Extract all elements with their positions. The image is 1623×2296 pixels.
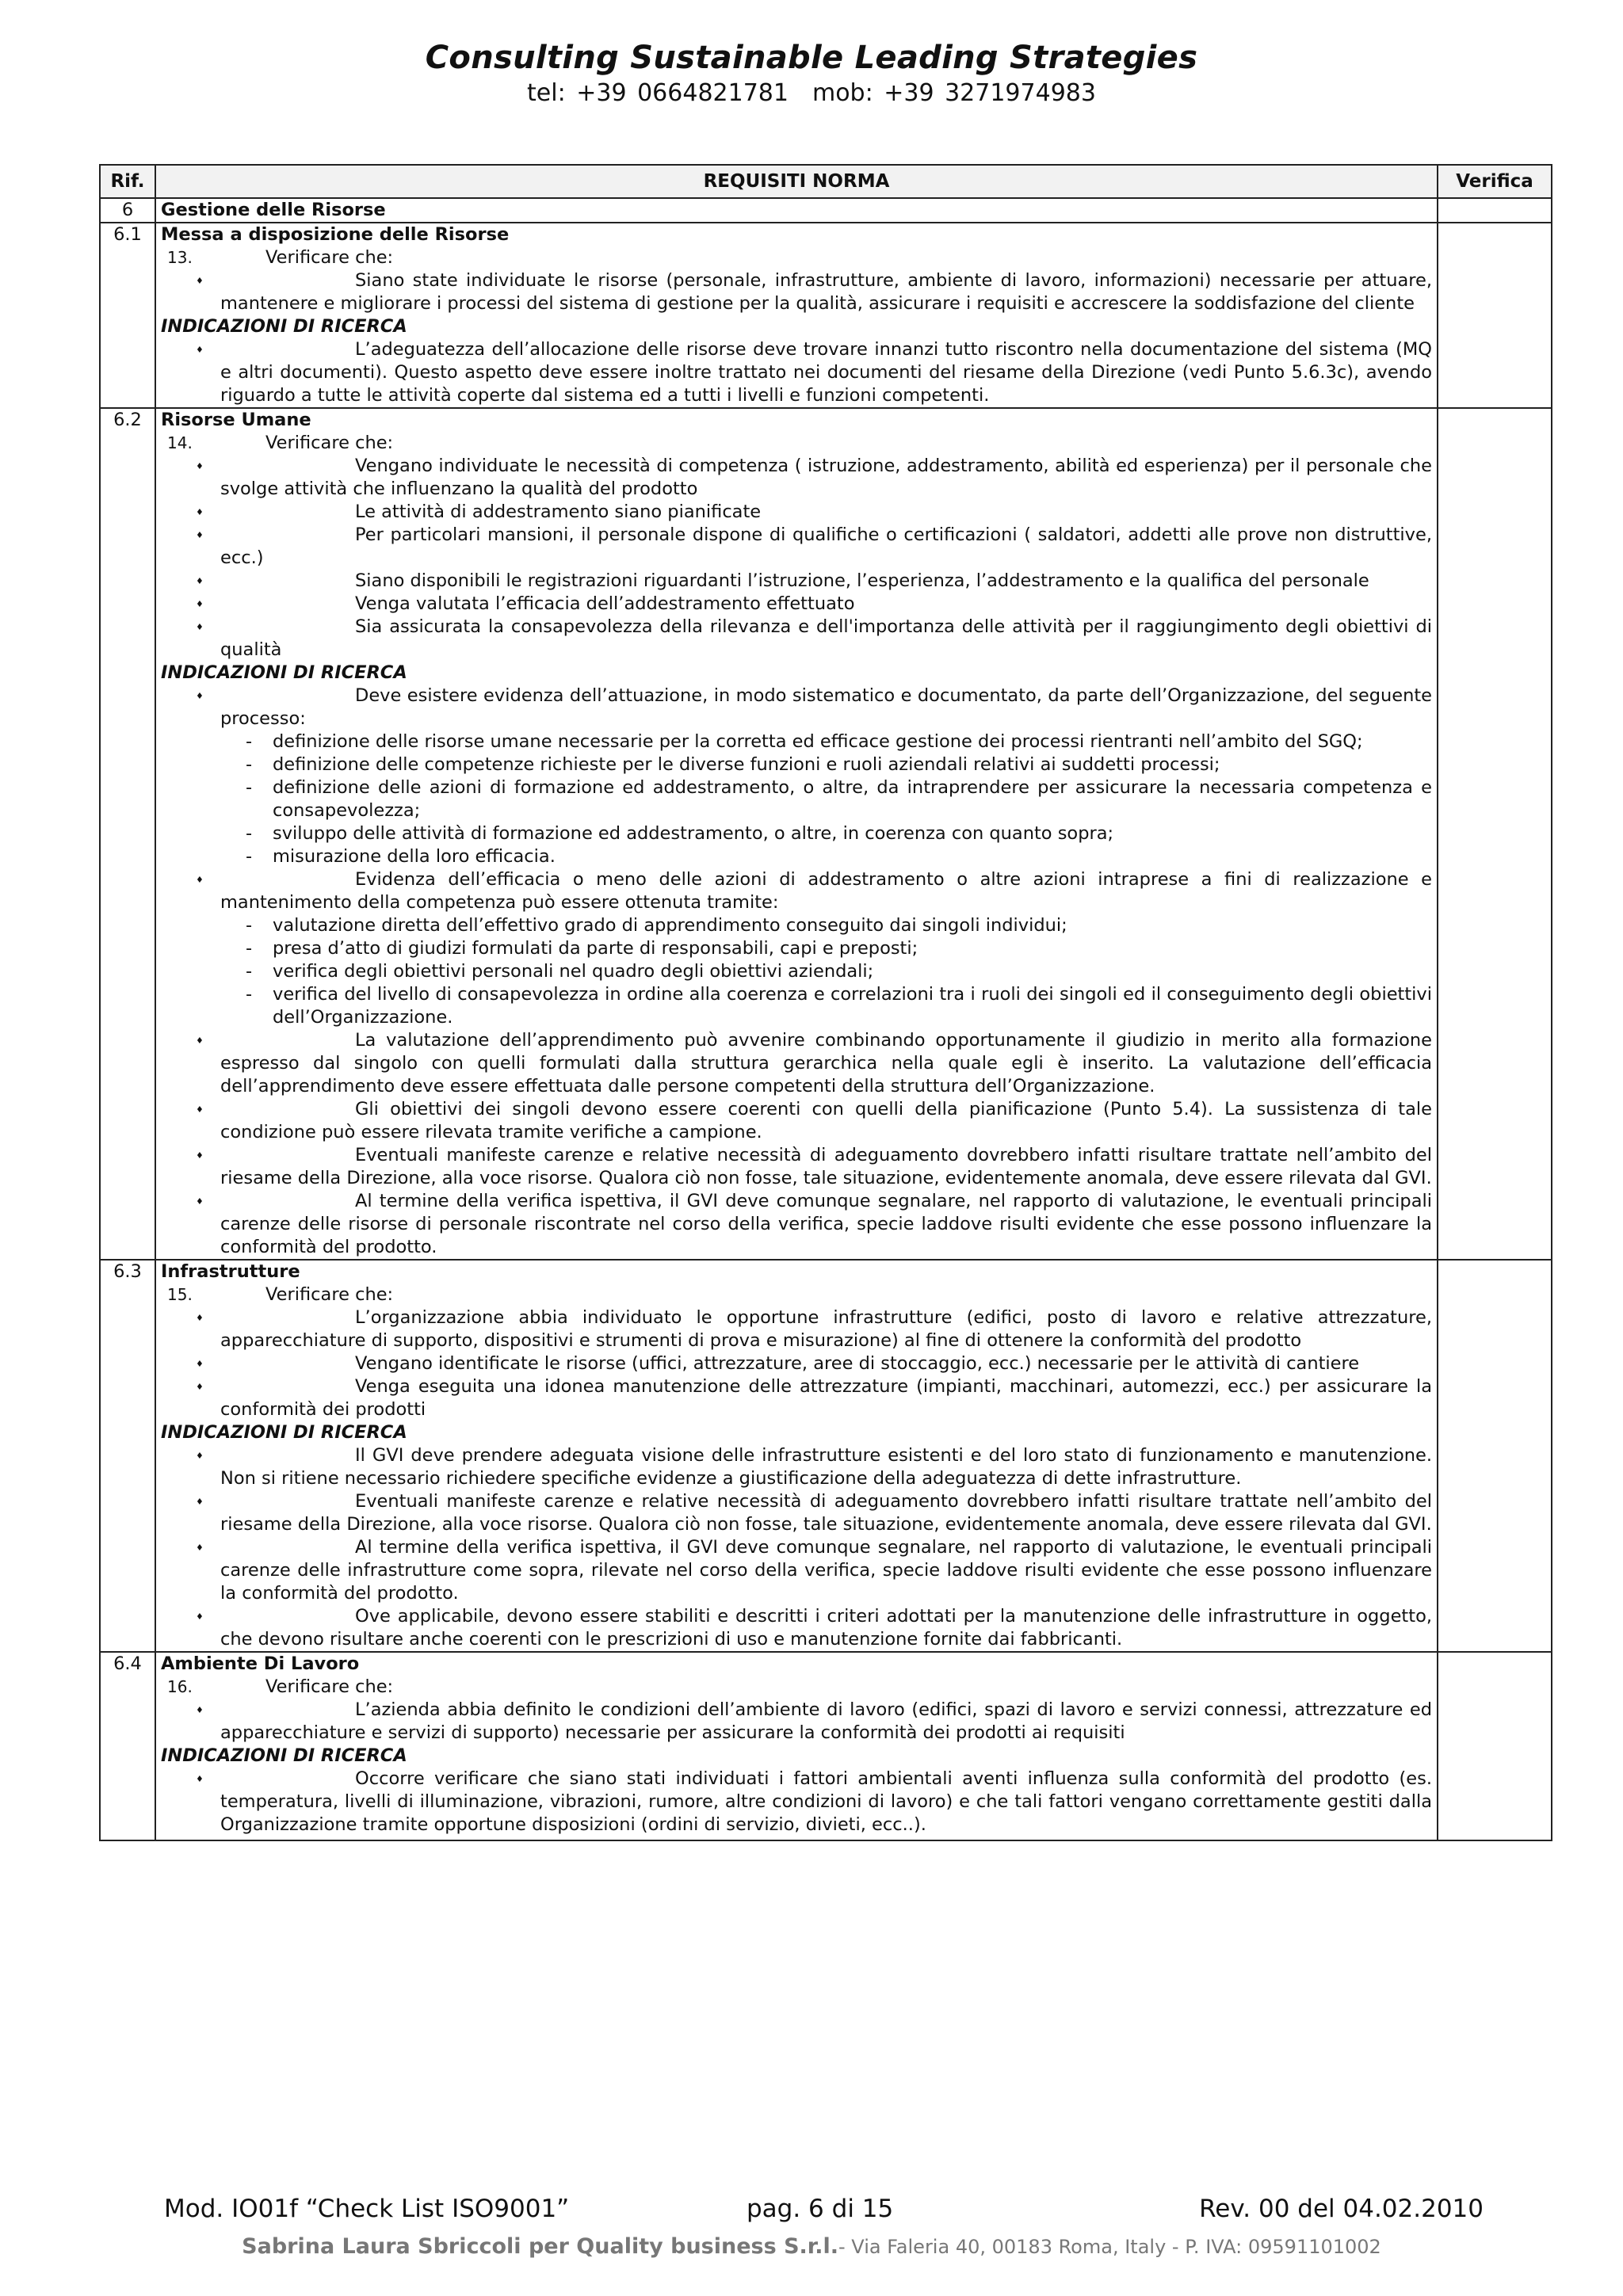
verification-cell — [1438, 223, 1552, 408]
section-title: Gestione delle Risorse — [161, 200, 386, 220]
verification-cell — [1438, 408, 1552, 1260]
telephone: tel: +39 0664821781 — [527, 79, 789, 107]
requirement-number: 16. — [167, 1677, 193, 1696]
table-row — [100, 1260, 1552, 1652]
revision: Rev. 00 del 04.02.2010 — [1199, 2195, 1484, 2223]
footer-address: - Via Faleria 40, 00183 Roma, Italy - P. IVA: 09591101002 — [838, 2236, 1381, 2258]
verification-cell — [1438, 1260, 1552, 1652]
list-item: ♦ Gli obiettivi dei singoli devono essere coerenti con quelli della pianificazione (Punto 5.4). La sussistenza di tale condizione può essere rilevata tramite verifiche a campione. — [161, 1098, 1432, 1144]
table-header-row — [100, 165, 1552, 198]
requirement-cell — [155, 1652, 1438, 1840]
list-item: ♦ Ove applicabile, devono essere stabiliti e descritti i criteri adottati per la manutenzione delle infrastrutture in oggetto, che devono risultare anche coerenti con le prescrizioni di uso e manutenzione fornite dai fabbricanti. — [161, 1605, 1432, 1651]
requirement-cell — [155, 408, 1438, 1260]
list-item: ♦ Siano disponibili le registrazioni riguardanti l’istruzione, l’esperienza, l’addestramento e la qualifica del personale — [161, 570, 1432, 593]
row-ref: 6.3 — [100, 1260, 155, 1652]
table-row — [100, 1652, 1552, 1840]
list-item: ♦ Al termine della verifica ispettiva, il GVI deve comunque segnalare, nel rapporto di valutazione, le eventuali principali carenze delle risorse di personale riscontrate nel corso della verifica, specie laddove risulti evidente che esse possono influenzare la conformità del prodotto. — [161, 1190, 1432, 1259]
row-ref: 6.2 — [100, 408, 155, 1260]
sub-list-item: - presa d’atto di giudizi formulati da parte di responsabili, capi e preposti; — [244, 937, 1432, 960]
company-name: Consulting Sustainable Leading Strategies — [425, 40, 1198, 76]
list-item: ♦ Vengano individuate le necessità di competenza ( istruzione, addestramento, abilità ed esperienza) per il personale che svolge attività che influenzano la qualità del prodotto — [161, 455, 1432, 501]
sub-list-item: - valutazione diretta dell’effettivo grado di apprendimento conseguito dai singoli individui; — [244, 914, 1432, 937]
requirement-number: 13. — [167, 248, 193, 267]
list-item: ♦ Al termine della verifica ispettiva, il GVI deve comunque segnalare, nel rapporto di valutazione, le eventuali principali carenze delle infrastrutture come sopra, rilevate nel corso della verifica, specie laddove risulti evidente che esse possono influenzare la conformità del prodotto. — [161, 1536, 1432, 1605]
verification-cell — [1438, 198, 1552, 223]
section-row — [100, 198, 1552, 223]
list-item: ♦ Eventuali manifeste carenze e relative necessità di adeguamento dovrebbero infatti risultare trattate nell’ambito del riesame della Direzione, alla voce risorse. Qualora ciò non fosse, tale situazione, evidentemente anomala, deve essere rilevata dal GVI. — [161, 1144, 1432, 1190]
verify-line: 14. Verificare che: — [167, 433, 394, 453]
list-item: ♦ L’adeguatezza dell’allocazione delle risorse deve trovare innanzi tutto riscontro nella documentazione del sistema (MQ e altri documenti). Questo aspetto deve essere inoltre trattato nei documenti del riesame della Direzione (vedi Punto 5.6.3c), avendo riguardo a tutte le attività coperte dal sistema ed a tutti i livelli e funzioni competenti. — [161, 338, 1432, 407]
list-item: ♦ Eventuali manifeste carenze e relative necessità di adeguamento dovrebbero infatti risultare trattate nell’ambito del riesame della Direzione, alla voce risorse. Qualora ciò non fosse, tale situazione, evidentemente anomala, deve essere rilevata dal GVI. — [161, 1490, 1432, 1536]
list-item: ♦ Evidenza dell’efficacia o meno delle azioni di addestramento o altre azioni intraprese a fini di realizzazione e mantenimento della competenza può essere ottenuta tramite: - valutazione diretta dell’effettivo grado di apprendimento conseguito dai singoli individui; - presa d’atto di giudizi formulati da parte di responsabili, capi e preposti; - verifica degli obiettivi personali nel quadro degli obiettivi aziendali; - verifica del livello di consapevolezza in ordine alla coerenza e correlazioni tra i ruoli dei singoli ed il conseguimento degli obiettivi dell’Organizzazione. — [161, 868, 1432, 1029]
list-item: ♦ L’azienda abbia definito le condizioni dell’ambiente di lavoro (edifici, spazi di lavoro e servizi connessi, attrezzature ed apparecchiature e servizi di supporto) necessarie per assicurare la conformità dei prodotti ai requisiti — [161, 1699, 1432, 1745]
contact-line — [0, 79, 1623, 107]
table-row — [100, 223, 1552, 408]
requirement-title: Infrastrutture — [161, 1261, 300, 1282]
sub-list-item: - verifica del livello di consapevolezza in ordine alla coerenza e correlazioni tra i ruoli dei singoli ed il conseguimento degli obiettivi dell’Organizzazione. — [244, 983, 1432, 1029]
header-ref: Rif. — [100, 165, 155, 198]
verify-line: 16. Verificare che: — [167, 1676, 394, 1697]
list-item: ♦ Sia assicurata la consapevolezza della rilevanza e dell'importanza delle attività per il raggiungimento degli obiettivi di qualità — [161, 616, 1432, 662]
list-item: ♦ Occorre verificare che siano stati individuati i fattori ambientali aventi influenza sulla conformità del prodotto (es. temperatura, livelli di illuminazione, vibrazioni, rumore, altre condizioni di lavoro) e che tali fattori vengano correttamente gestiti dalla Organizzazione tramite opportune disposizioni (ordini di servizio, divieti, ecc..). — [161, 1768, 1432, 1836]
verify-line: 13. Verificare che: — [167, 247, 394, 268]
sub-list-item: - definizione delle azioni di formazione ed addestramento, o altre, da intraprendere per assicurare la necessaria competenza e consapevolezza; — [244, 776, 1432, 822]
list-item: ♦ Vengano identificate le risorse (uffici, attrezzature, aree di stoccaggio, ecc.) necessarie per le attività di cantiere — [161, 1352, 1432, 1375]
row-ref: 6.4 — [100, 1652, 155, 1840]
research-label: INDICAZIONI DI RICERCA — [161, 1745, 407, 1766]
page-number: pag. 6 di 15 — [747, 2195, 894, 2223]
footer-company: Sabrina Laura Sbriccoli per Quality business S.r.l. — [242, 2234, 839, 2259]
list-item: ♦ Per particolari mansioni, il personale dispone di qualifiche o certificazioni ( saldatori, addetti alle prove non distruttive, ecc.) — [161, 524, 1432, 570]
sub-list — [220, 914, 1432, 1029]
header-requirements: REQUISITI NORMA — [155, 165, 1438, 198]
row-ref: 6.1 — [100, 223, 155, 408]
requirement-cell — [155, 223, 1438, 408]
table-row — [100, 408, 1552, 1260]
list-item: ♦ Venga eseguita una idonea manutenzione delle attrezzature (impianti, macchinari, automezzi, ecc.) per assicurare la conformità dei prodotti — [161, 1375, 1432, 1421]
header-verification: Verifica — [1438, 165, 1552, 198]
section-ref: 6 — [100, 198, 155, 223]
list-item: ♦ L’organizzazione abbia individuato le opportune infrastrutture (edifici, posto di lavoro e relative attrezzature, apparecchiature di supporto, dispositivi e strumenti di prova e misurazione) al fine di ottenere la conformità del prodotto — [161, 1306, 1432, 1352]
list-item: ♦ Deve esistere evidenza dell’attuazione, in modo sistematico e documentato, da parte dell’Organizzazione, del seguente processo: - definizione delle risorse umane necessarie per la corretta ed efficace gestione dei processi rientranti nell’ambito del SGQ; - definizione delle competenze richieste per le diverse funzioni e ruoli aziendali relativi ai suddetti processi; - definizione delle azioni di formazione ed addestramento, o altre, da intraprendere per assicurare la necessaria competenza e consapevolezza; - sviluppo delle attività di formazione ed addestramento, o altre, in coerenza con quanto sopra; - misurazione della loro efficacia. — [161, 685, 1432, 868]
research-label: INDICAZIONI DI RICERCA — [161, 1422, 407, 1443]
verify-line: 15. Verificare che: — [167, 1284, 394, 1305]
sub-list-item: - definizione delle risorse umane necessarie per la corretta ed efficace gestione dei processi rientranti nell’ambito del SGQ; — [244, 730, 1432, 753]
verification-cell — [1438, 1652, 1552, 1840]
list-item: ♦ Le attività di addestramento siano pianificate — [161, 501, 1432, 524]
requirement-title: Risorse Umane — [161, 410, 311, 430]
research-label: INDICAZIONI DI RICERCA — [161, 662, 407, 683]
page-header — [0, 40, 1623, 107]
list-item: ♦ La valutazione dell’apprendimento può avvenire combinando opportunamente il giudizio in merito alla formazione espresso dal singolo con quelli formulati dalla struttura gerarchica nella quale egli è inserito. La valutazione dell’efficacia dell’apprendimento deve essere effettuata dalle persone competenti della struttura dell’Organizzazione. — [161, 1029, 1432, 1098]
checklist-table — [99, 164, 1552, 1841]
sub-list-item: - verifica degli obiettivi personali nel quadro degli obiettivi aziendali; — [244, 960, 1432, 983]
company-footer — [0, 2234, 1623, 2259]
requirement-cell — [155, 1260, 1438, 1652]
requirement-title: Messa a disposizione delle Risorse — [161, 224, 510, 245]
requirement-number: 15. — [167, 1285, 193, 1304]
list-item: ♦ Venga valutata l’efficacia dell’addestramento effettuato — [161, 593, 1432, 616]
list-item: ♦ Il GVI deve prendere adeguata visione delle infrastrutture esistenti e del loro stato di funzionamento e manutenzione. Non si ritiene necessario richiedere specifiche evidenze a giustificazione della adeguatezza di dette infrastrutture. — [161, 1444, 1432, 1490]
requirement-number: 14. — [167, 433, 193, 452]
sub-list-item: - misurazione della loro efficacia. — [244, 845, 1432, 868]
sub-list-item: - sviluppo delle attività di formazione ed addestramento, o altre, in coerenza con quanto sopra; — [244, 822, 1432, 845]
research-label: INDICAZIONI DI RICERCA — [161, 316, 407, 337]
list-item: ♦ Siano state individuate le risorse (personale, infrastrutture, ambiente di lavoro, informazioni) necessarie per attuare, mantenere e migliorare i processi del sistema di gestione per la qualità, assicurare i requisiti e accrescere la soddisfazione del cliente — [161, 269, 1432, 315]
module-code: Mod. IO01f “Check List ISO9001” — [164, 2195, 570, 2223]
requirement-title: Ambiente Di Lavoro — [161, 1653, 360, 1674]
mobile: mob: +39 3271974983 — [812, 79, 1096, 107]
sub-list-item: - definizione delle competenze richieste per le diverse funzioni e ruoli aziendali relativi ai suddetti processi; — [244, 753, 1432, 776]
sub-list — [220, 730, 1432, 868]
